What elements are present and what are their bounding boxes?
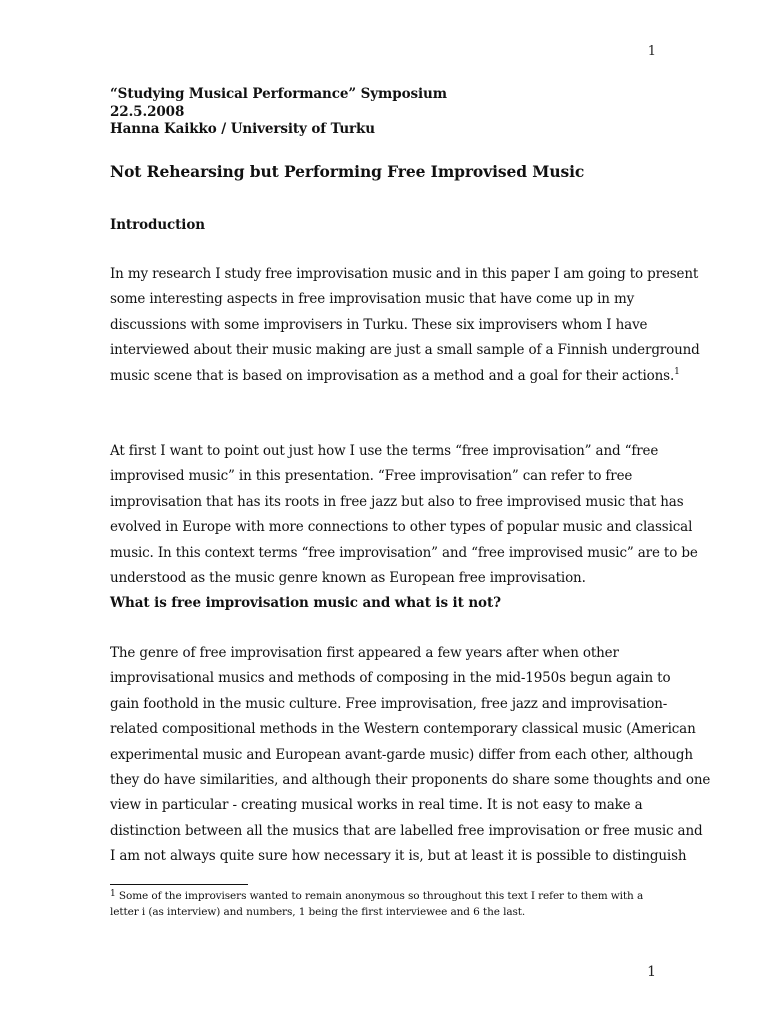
text-line: At first I want to point out just how I use the terms “free improvisation” and “free — [110, 443, 659, 459]
text-line: some interesting aspects in free improvisation music that have come up in my — [110, 291, 635, 308]
section-heading-what-is-free-improvisation: What is free improvisation music and what is it not? — [110, 595, 501, 611]
footnote-line: letter i (as interview) and numbers, 1 being the first interviewee and 6 the last. — [110, 905, 526, 918]
symposium-date: 22.5.2008 — [110, 103, 185, 120]
text-line: In my research I study free improvisation music and in this paper I am going to present — [110, 266, 699, 282]
footnote-line — [110, 889, 658, 905]
text-line-with-footnote — [110, 364, 680, 389]
footnote-marker: 1 — [110, 889, 116, 899]
text-line: evolved in Europe with more connections to other types of popular music and classical — [110, 519, 693, 536]
text-line: experimental music and European avant-garde music) differ from each other, although — [110, 746, 693, 763]
text-line: music. In this context terms “free improvisation” and “free improvised music” are to be — [110, 544, 698, 561]
text-line: gain foothold in the music culture. Free improvisation, free jazz and improvisation- — [110, 695, 668, 712]
text-line: I am not always quite sure how necessary it is, but at least it is possible to distinguish — [110, 848, 687, 865]
text-line: understood as the music genre known as European free improvisation. — [110, 569, 586, 586]
text-line: music scene that is based on improvisation as a method and a goal for their actions. — [110, 367, 675, 384]
paragraph-terms — [110, 439, 698, 591]
section-heading-introduction: Introduction — [110, 217, 205, 233]
text-line: improvisational musics and methods of composing in the mid-1950s begun again to — [110, 670, 671, 687]
text-line: improvisation that has its roots in free jazz but also to free improvised music that has — [110, 493, 684, 510]
page-number-top: 1 — [647, 44, 656, 59]
document-header — [110, 86, 447, 139]
text-line: discussions with some improvisers in Turku. These six improvisers whom I have — [110, 316, 648, 333]
text-line: distinction between all the musics that are labelled free improvisation or free music and — [110, 822, 703, 839]
text-line: they do have similarities, and although their proponents do share some thoughts and one — [110, 771, 711, 788]
paper-title: Not Rehearsing but Performing Free Improvised Music — [110, 162, 585, 181]
text-line: The genre of free improvisation first appeared a few years after when other — [110, 645, 619, 661]
text-line: related compositional methods in the Western contemporary classical music (American — [110, 721, 696, 738]
footnote — [110, 889, 658, 920]
footnote-divider — [110, 884, 248, 885]
paragraph-intro — [110, 262, 700, 389]
text-line: view in particular - creating musical works in real time. It is not easy to make a — [110, 797, 643, 814]
footnote-reference: 1 — [674, 366, 680, 377]
footnote-text: Some of the improvisers wanted to remain anonymous so throughout this text I refer to them with a — [118, 890, 644, 902]
symposium-name: “Studying Musical Performance” Symposium — [110, 86, 447, 102]
author-affiliation: Hanna Kaikko / University of Turku — [110, 121, 376, 137]
text-line: improvised music” in this presentation. “Free improvisation” can refer to free — [110, 468, 633, 485]
text-line: interviewed about their music making are just a small sample of a Finnish underground — [110, 342, 700, 359]
page-number-bottom: 1 — [647, 964, 656, 980]
paragraph-genre — [110, 641, 711, 870]
